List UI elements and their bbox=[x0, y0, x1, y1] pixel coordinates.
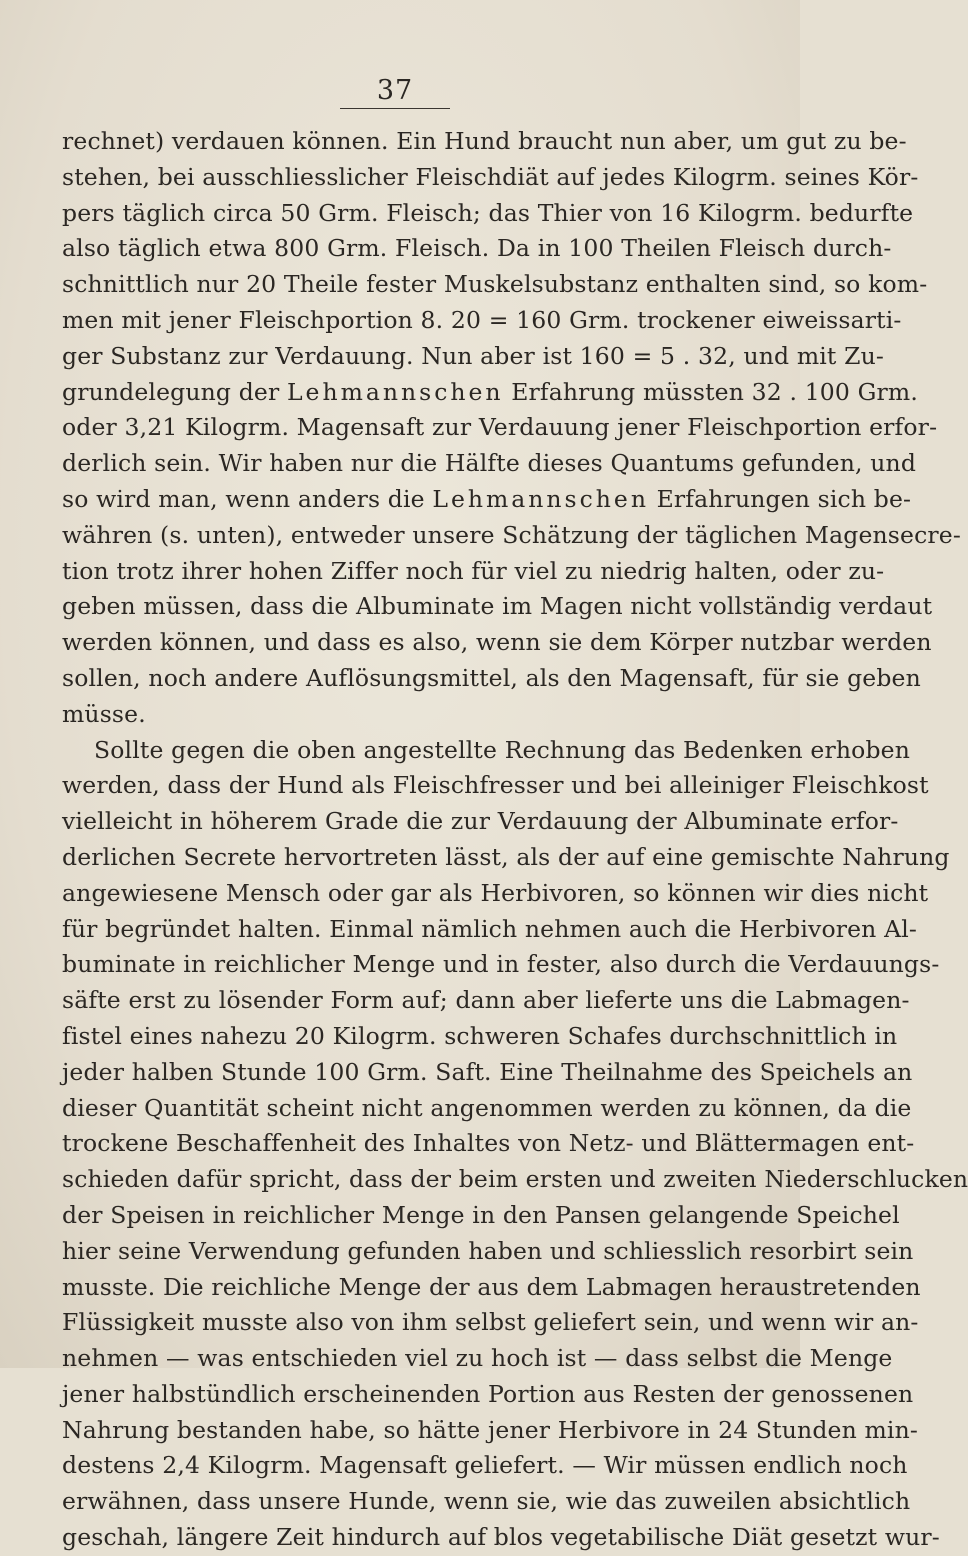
text-line: derlich sein. Wir haben nur die Hälfte dieses Quantums gefunden, und bbox=[62, 449, 917, 478]
paragraph bbox=[62, 733, 968, 1556]
text-line: werden, dass der Hund als Fleischfresser und bei alleiniger Fleischkost bbox=[62, 771, 929, 800]
text-line: vielleicht in höherem Grade die zur Verdauung der Albuminate erfor- bbox=[62, 807, 899, 836]
text-line: schnittlich nur 20 Theile fester Muskelsubstanz enthalten sind, so kom- bbox=[62, 270, 928, 299]
text-line: der Speisen in reichlicher Menge in den Pansen gelangende Speichel bbox=[62, 1200, 900, 1229]
text-line: musste. Die reichliche Menge der aus dem Labmagen heraustretenden bbox=[62, 1272, 921, 1301]
text-line: nehmen — was entschieden viel zu hoch ist — dass selbst die Menge bbox=[62, 1344, 893, 1373]
text-line: oder 3,21 Kilogrm. Magensaft zur Verdauung jener Fleischportion erfor- bbox=[62, 413, 938, 442]
body-text bbox=[62, 124, 968, 1556]
text-line: jeder halben Stunde 100 Grm. Saft. Eine Theilnahme des Speichels an bbox=[62, 1057, 913, 1086]
text-line: destens 2,4 Kilogrm. Magensaft geliefert. — Wir müssen endlich noch bbox=[62, 1451, 908, 1480]
text-line: so wird man, wenn anders die Lehmannschen Erfahrungen sich be- bbox=[62, 484, 912, 513]
text-line: ger Substanz zur Verdauung. Nun aber ist 160 = 5 . 32, und mit Zu- bbox=[62, 341, 884, 370]
text-line: rechnet) verdauen können. Ein Hund braucht nun aber, um gut zu be- bbox=[62, 127, 907, 155]
text-line: also täglich etwa 800 Grm. Fleisch. Da in 100 Theilen Fleisch durch- bbox=[62, 234, 892, 263]
text-line: hier seine Verwendung gefunden haben und schliesslich resorbirt sein bbox=[62, 1236, 914, 1265]
text-line: sollen, noch andere Auflösungsmittel, als den Magensaft, für sie geben bbox=[62, 663, 921, 692]
text-line: jener halbstündlich erscheinenden Portion aus Resten der genossenen bbox=[62, 1379, 914, 1408]
text-line: erwähnen, dass unsere Hunde, wenn sie, wie das zuweilen absichtlich bbox=[62, 1487, 911, 1516]
text-line: angewiesene Mensch oder gar als Herbivoren, so können wir dies nicht bbox=[62, 878, 929, 907]
paragraph bbox=[62, 124, 961, 733]
text-line: Nahrung bestanden habe, so hätte jener Herbivore in 24 Stunden min- bbox=[62, 1415, 918, 1444]
text-line: säfte erst zu lösender Form auf; dann aber lieferte uns die Labmagen- bbox=[62, 986, 910, 1015]
text-line: schieden dafür spricht, dass der beim ersten und zweiten Niederschlucken bbox=[62, 1165, 968, 1194]
text-line: grundelegung der Lehmannschen Erfahrung müssten 32 . 100 Grm. bbox=[62, 377, 918, 406]
text-line: fistel eines nahezu 20 Kilogrm. schweren Schafes durchschnittlich in bbox=[62, 1021, 898, 1050]
text-line: buminate in reichlicher Menge und in fester, also durch die Verdauungs- bbox=[62, 950, 940, 979]
page-number: 37 bbox=[340, 76, 450, 109]
text-line: men mit jener Fleischportion 8. 20 = 160 Grm. trockener eiweissarti- bbox=[62, 305, 902, 334]
text-line: für begründet halten. Einmal nämlich nehmen auch die Herbivoren Al- bbox=[62, 914, 917, 943]
text-line: müsse. bbox=[62, 699, 146, 728]
text-line: währen (s. unten), entweder unsere Schätzung der täglichen Magensecre- bbox=[62, 520, 961, 549]
text-line: Flüssigkeit musste also von ihm selbst geliefert sein, und wenn wir an- bbox=[62, 1308, 919, 1337]
text-line: werden können, und dass es also, wenn sie dem Körper nutzbar werden bbox=[62, 628, 932, 657]
text-line: geschah, längere Zeit hindurch auf blos vegetabilische Diät gesetzt wur- bbox=[62, 1523, 940, 1552]
text-line: trockene Beschaffenheit des Inhaltes von Netz- und Blättermagen ent- bbox=[62, 1129, 915, 1158]
text-line: derlichen Secrete hervortreten lässt, als der auf eine gemischte Nahrung bbox=[62, 842, 950, 871]
text-line: geben müssen, dass die Albuminate im Magen nicht vollständig verdaut bbox=[62, 592, 933, 621]
text-line: pers täglich circa 50 Grm. Fleisch; das Thier von 16 Kilogrm. bedurfte bbox=[62, 198, 914, 227]
text-line: stehen, bei ausschliesslicher Fleischdiät auf jedes Kilogrm. seines Kör- bbox=[62, 162, 919, 191]
text-line: Sollte gegen die oben angestellte Rechnung das Bedenken erhoben bbox=[94, 735, 910, 764]
text-line: tion trotz ihrer hohen Ziffer noch für viel zu niedrig halten, oder zu- bbox=[62, 556, 885, 585]
text-line: dieser Quantität scheint nicht angenommen werden zu können, da die bbox=[62, 1093, 912, 1122]
